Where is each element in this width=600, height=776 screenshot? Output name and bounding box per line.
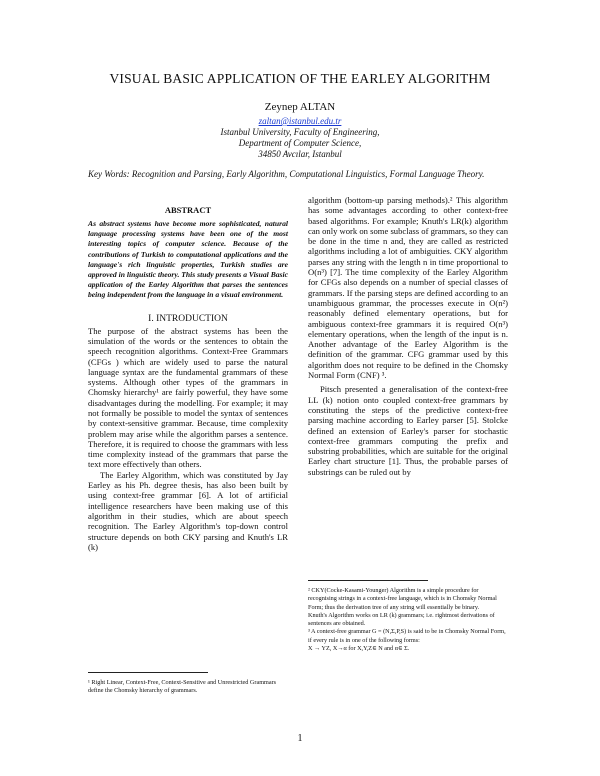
left-footnotes xyxy=(88,672,288,696)
intro-paragraph-2: The Earley Algorithm, which was constituted by Jay Earley as his Ph. degree thesis, has also been built by using context-free grammar [6]. A lot of artificial intelligence researchers have been making use of this algorithm in their studies, which are about speech recognition. The Earley Algorithm's top-down control structure depends on both CKY parsing and Knuth's LR (k) xyxy=(88,469,288,552)
abstract-heading: ABSTRACT xyxy=(164,205,212,215)
affiliation-line-1: Istanbul University, Faculty of Engineering, xyxy=(220,127,380,137)
left-column xyxy=(88,195,288,552)
affiliation-line-3: 34850 Avcılar, Istanbul xyxy=(258,149,342,159)
footnote-rule xyxy=(88,672,208,673)
footnote-3: ³ A context-free grammar G = (N,Σ,P,S) is said to be in Chomsky Normal Form, if every rule is in one of the following forms: xyxy=(308,628,506,644)
paper-title: VISUAL BASIC APPLICATION OF THE EARLEY ALGORITHM xyxy=(109,71,491,86)
footnote-1: ¹ Right Linear, Context-Free, Context-Sensitive and Unrestricted Grammars define the Chomsky hierarchy of grammars. xyxy=(88,679,277,695)
introduction-heading: I. INTRODUCTION xyxy=(148,313,228,324)
footnote-2: ² CKY(Cocke-Kasami-Younger) Algorithm is a simple procedure for recognising strings in a context-free language, which is in Chomsky Normal Form; thus the derivation tree of any string will essentially be binary. xyxy=(308,587,497,611)
right-paragraph-2: Pitsch presented a generalisation of the context-free LL (k) notion onto coupled context-free grammars by constituting the steps of the predictive context-free parsing machine according to Earley parser [5]. Stolcke defined an extension of Earley's parser for stochastic context-free grammars computing the prefix and substring probabilities, which are suitable for the original Earley chart structure [1]. Thus, the probable parses of substrings can be ruled out by xyxy=(308,384,508,477)
footnote-rule xyxy=(308,580,428,581)
author-email-line xyxy=(0,116,600,127)
footnote-3-rules: X → YZ, X→α for X,Y,Z∈ N and α∈ Σ. xyxy=(308,645,410,653)
right-paragraph-1: algorithm (bottom-up parsing methods).² This algorithm has some advantages according to other context-free based algorithms. For example; Knuth's LR(k) algorithm can only work on some subclass of grammars, so they can be done in the time n and, they are called as restricted algorithms including a lot of ambiguities. CKY algorithm parses any string with the length n in time proportional to O(n³) [7]. The time complexity of the Earley Algorithm for CFGs also depends on a number of special classes of grammars. If the parsing steps are defined according to an unambiguous grammar, the processes execute in O(n²) reasonably defined elementary operations, but for ambiguous context-free grammars it is required O(n³) elementary operations, when the length of the input is n. Another advantage of the Earley Algorithm is the definition of the grammar. CFG grammar used by this algorithm does not require to be defined in the Chomsky Normal Form (CNF) ³. xyxy=(308,195,508,381)
author-name: Zeynep ALTAN xyxy=(264,101,336,113)
intro-paragraph-1: The purpose of the abstract systems has been the simulation of the words or the sentences to obtain the speech recognition algorithms. Context-Free Grammars (CFGs ) which are widely used to parse the natural language syntax are the fundamental grammars of these systems. Although other types of the grammars in Chomsky hierarchy¹ are fairly powerful, they have some disadvantages during the modelling. For example; it may not formally be possible to model the syntax of sentences by context-sensitive grammar. Because, time complexity problem may arise while the algorithm parses a sentence. Therefore, it is required to choose the grammars with less time complexity instead of the grammars that parse the text more effectively than others. xyxy=(88,325,288,470)
right-footnotes xyxy=(308,580,508,653)
page-number: 1 xyxy=(297,733,303,744)
right-column xyxy=(308,195,508,477)
keywords: Key Words: Recognition and Parsing, Early Algorithm, Computational Linguistics, Formal Language Theory. xyxy=(88,169,485,179)
author-email-link[interactable]: zaltan@istanbul.edu.tr xyxy=(258,116,342,126)
abstract-body: As abstract systems have become more sophisticated, natural language processing systems have been one of the most interesting topics of computer science. Because of the contributions of Turkish to computational applications and the language's rich linguistic properties, Turkish studies are approved in linguistic theory. This study presents a Visual Basic application of the Earley Algorithm that parses the sentences being independent from the language in a visual environment. xyxy=(88,219,288,300)
affiliation-line-2: Department of Computer Science, xyxy=(238,138,362,148)
footnote-2-continued: Knuth's Algorithm works on LR (k) grammars; i.e. rightmost derivations of sentences are obtained. xyxy=(308,611,495,628)
